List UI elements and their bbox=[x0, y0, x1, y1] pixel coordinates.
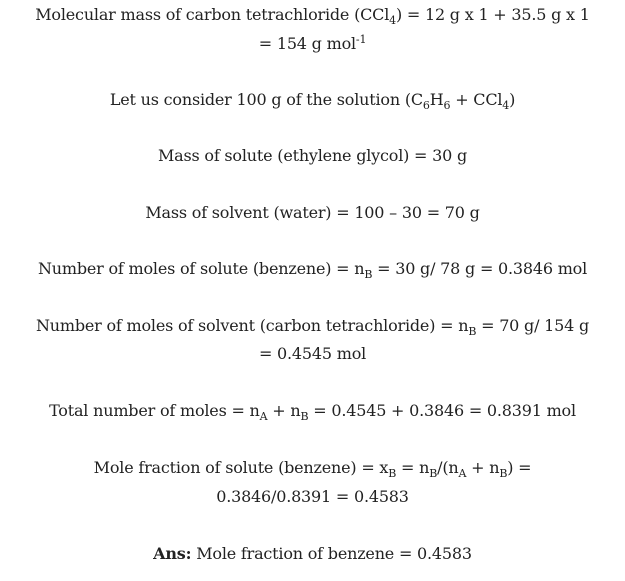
subscript: B bbox=[429, 467, 438, 480]
line-text: = 0.4545 + 0.3846 = 0.8391 mol bbox=[308, 401, 576, 420]
line-text: ) = 12 g x 1 + 35.5 g x 1 bbox=[395, 5, 590, 24]
line-text: = 0.4545 mol bbox=[258, 344, 367, 363]
mole-fraction-formula-line bbox=[0, 458, 625, 478]
subscript: 6 bbox=[443, 99, 451, 112]
line-text: Mass of solute (ethylene glycol) = 30 g bbox=[157, 146, 468, 165]
line-text: Mass of solvent (water) = 100 – 30 = 70 g bbox=[145, 203, 480, 222]
subscript: B bbox=[499, 467, 508, 480]
moles-of-solvent-line bbox=[0, 316, 625, 336]
answer-label: Ans: bbox=[153, 544, 192, 563]
line-text: H bbox=[429, 90, 444, 109]
line-text: Mole fraction of solute (benzene) = x bbox=[93, 458, 389, 477]
mole-fraction-result-line bbox=[0, 487, 625, 507]
line-text: + n bbox=[267, 401, 301, 420]
subscript: B bbox=[388, 467, 397, 480]
line-text: + n bbox=[466, 458, 500, 477]
subscript: B bbox=[300, 410, 309, 423]
line-text: ) bbox=[509, 90, 516, 109]
total-moles-line bbox=[0, 401, 625, 421]
line-text: ) = bbox=[507, 458, 532, 477]
subscript: 4 bbox=[389, 14, 396, 27]
line-text: Molecular mass of carbon tetrachloride (CCl bbox=[35, 5, 390, 24]
line-text: + CCl bbox=[450, 90, 503, 109]
line-text: Let us consider 100 g of the solution (C bbox=[109, 90, 423, 109]
subscript: 6 bbox=[422, 99, 430, 112]
molecular-mass-line bbox=[0, 5, 625, 25]
subscript: A bbox=[458, 467, 467, 480]
solution-assumption-line bbox=[0, 90, 625, 110]
line-text: 0.3846/0.8391 = 0.4583 bbox=[216, 487, 409, 506]
line-text: = 70 g/ 154 g bbox=[476, 316, 590, 335]
moles-of-solvent-result-line bbox=[0, 344, 625, 364]
superscript: -1 bbox=[355, 33, 367, 46]
molecular-mass-result-line bbox=[0, 34, 625, 54]
mass-of-solvent-line bbox=[0, 203, 625, 223]
line-text: Total number of moles = n bbox=[49, 401, 260, 420]
answer-line bbox=[0, 544, 625, 564]
moles-of-solute-line bbox=[0, 259, 625, 279]
line-text: Number of moles of solvent (carbon tetrachloride) = n bbox=[35, 316, 469, 335]
line-text: /(n bbox=[437, 458, 459, 477]
line-text: = 30 g/ 78 g = 0.3846 mol bbox=[372, 259, 588, 278]
subscript: B bbox=[364, 268, 373, 281]
mass-of-solute-line bbox=[0, 146, 625, 166]
subscript: A bbox=[259, 410, 268, 423]
subscript: 4 bbox=[502, 99, 510, 112]
line-text: = 154 g mol bbox=[258, 34, 356, 53]
answer-text: Mole fraction of benzene = 0.4583 bbox=[191, 544, 472, 563]
line-text: Number of moles of solute (benzene) = n bbox=[37, 259, 365, 278]
line-text: = n bbox=[396, 458, 430, 477]
subscript: B bbox=[468, 325, 477, 338]
